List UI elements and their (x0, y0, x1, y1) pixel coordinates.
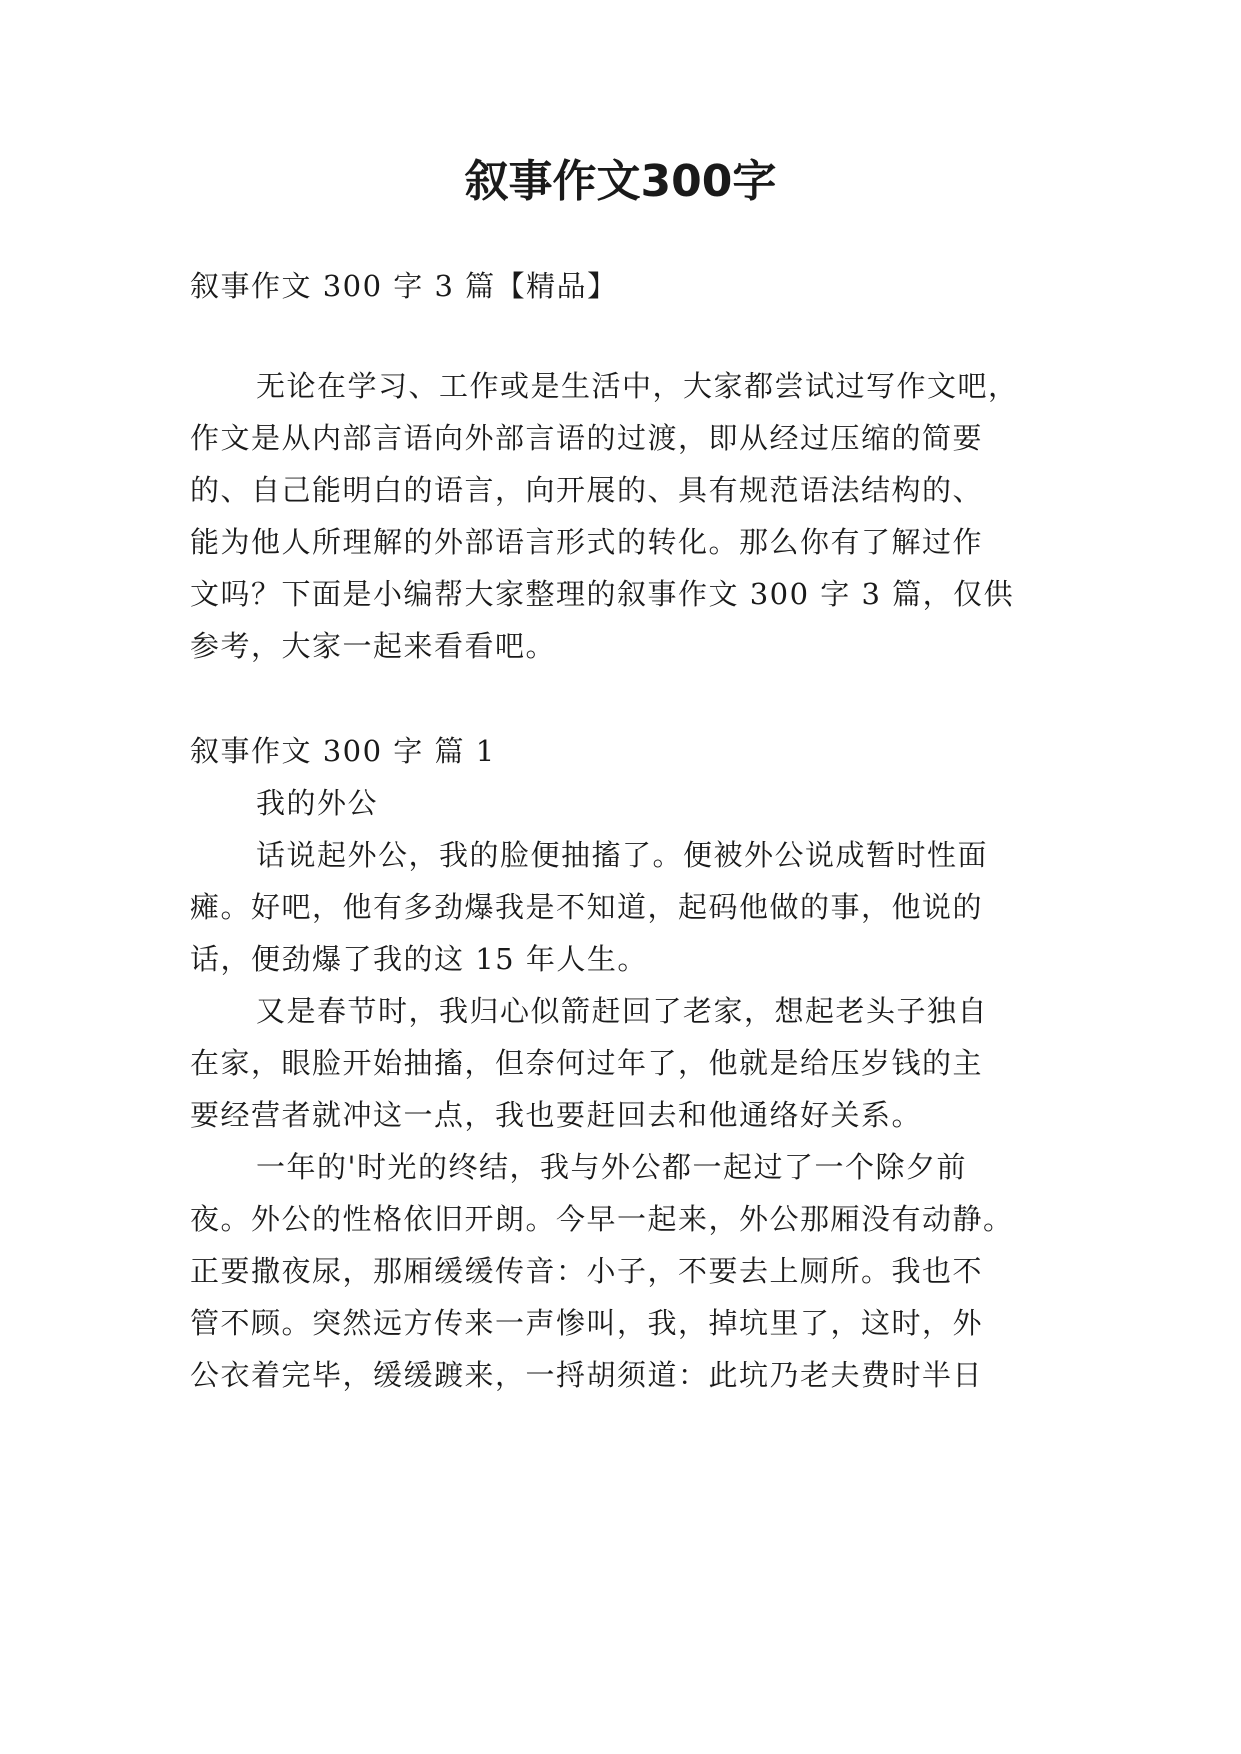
intro-line: 能为他人所理解的外部语言形式的转化。那么你有了解过作 (190, 525, 984, 559)
paragraph-line: 又是春节时，我归心似箭赶回了老家，想起老头子独自 (256, 994, 989, 1028)
section-heading: 叙事作文 300 字 篇 1 (190, 734, 496, 768)
paragraph-line: 瘫。好吧，他有多劲爆我是不知道，起码他做的事，他说的 (190, 890, 984, 924)
intro-line: 文吗？下面是小编帮大家整理的叙事作文 300 字 3 篇，仅供 (190, 577, 1015, 611)
intro-line: 参考，大家一起来看看吧。 (190, 629, 557, 663)
paragraph-line: 话，便劲爆了我的这 15 年人生。 (190, 942, 648, 976)
essay-title: 我的外公 (256, 786, 379, 820)
intro-line: 的、自己能明白的语言，向开展的、具有规范语法结构的、 (190, 473, 984, 507)
paragraph-line: 管不顾。突然远方传来一声惨叫，我，掉坑里了，这时，外 (190, 1306, 984, 1340)
intro-line: 作文是从内部言语向外部言语的过渡，即从经过压缩的简要 (190, 421, 984, 455)
paragraph-line: 在家，眼脸开始抽搐，但奈何过年了，他就是给压岁钱的主 (190, 1046, 984, 1080)
paragraph-line: 夜。外公的性格依旧开朗。今早一起来，外公那厢没有动静。 (190, 1202, 1014, 1236)
document-title: 叙事作文300字 (464, 156, 777, 207)
paragraph-line: 要经营者就冲这一点，我也要赶回去和他通络好关系。 (190, 1098, 923, 1132)
document-subtitle: 叙事作文 300 字 3 篇【精品】 (190, 269, 618, 303)
paragraph-line: 一年的'时光的终结，我与外公都一起过了一个除夕前 (256, 1150, 967, 1184)
paragraph-line: 正要撒夜尿，那厢缓缓传音：小子，不要去上厕所。我也不 (190, 1254, 984, 1288)
paragraph-line: 公衣着完毕，缓缓踱来，一捋胡须道：此坑乃老夫费时半日 (190, 1358, 984, 1392)
intro-line: 无论在学习、工作或是生活中，大家都尝试过写作文吧， (256, 369, 1019, 403)
paragraph-line: 话说起外公，我的脸便抽搐了。便被外公说成暂时性面 (256, 838, 989, 872)
